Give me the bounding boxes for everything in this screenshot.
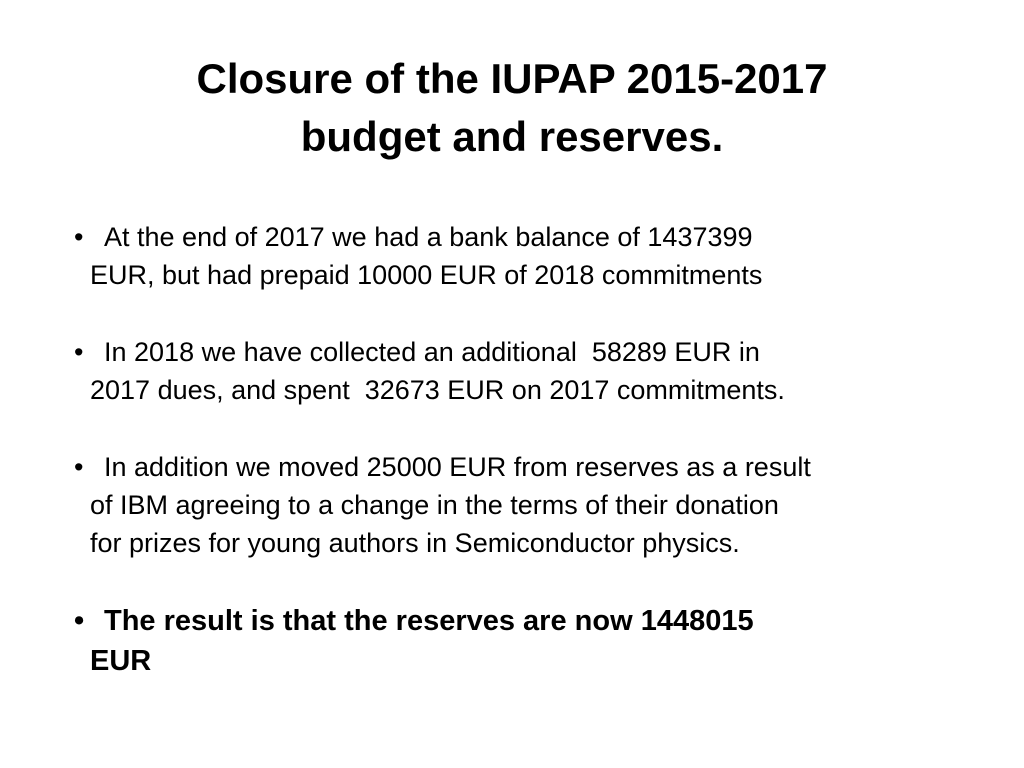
bullet-icon: • <box>74 337 84 367</box>
bullet-text-line: In 2018 we have collected an additional 58289 EUR in <box>104 337 760 367</box>
bullet-list <box>74 218 974 720</box>
bullet-item-reserves-moved <box>74 448 974 562</box>
bullet-text-line: At the end of 2017 we had a bank balance of 1437399 <box>104 222 753 252</box>
bullet-item-result <box>74 601 974 681</box>
bullet-icon: • <box>74 222 84 252</box>
bullet-text-line: for prizes for young authors in Semiconductor physics. <box>90 528 740 558</box>
slide-title-line-1: Closure of the IUPAP 2015-2017 <box>196 55 828 102</box>
bullet-item-dues-collected <box>74 333 974 409</box>
slide-title <box>0 50 1024 166</box>
bullet-text-line: The result is that the reserves are now 1448015 <box>104 605 754 637</box>
slide-title-line-2: budget and reserves. <box>300 113 724 160</box>
bullet-text-line: EUR <box>90 645 152 677</box>
bullet-icon: • <box>74 452 84 482</box>
bullet-text-line: EUR, but had prepaid 10000 EUR of 2018 commitments <box>90 260 763 290</box>
bullet-text-line: 2017 dues, and spent 32673 EUR on 2017 commitments. <box>90 375 785 405</box>
bullet-text-line: of IBM agreeing to a change in the terms of their donation <box>90 490 779 520</box>
bullet-text-line: In addition we moved 25000 EUR from reserves as a result <box>104 452 811 482</box>
bullet-icon: • <box>74 605 85 637</box>
bullet-item-bank-balance <box>74 218 974 294</box>
